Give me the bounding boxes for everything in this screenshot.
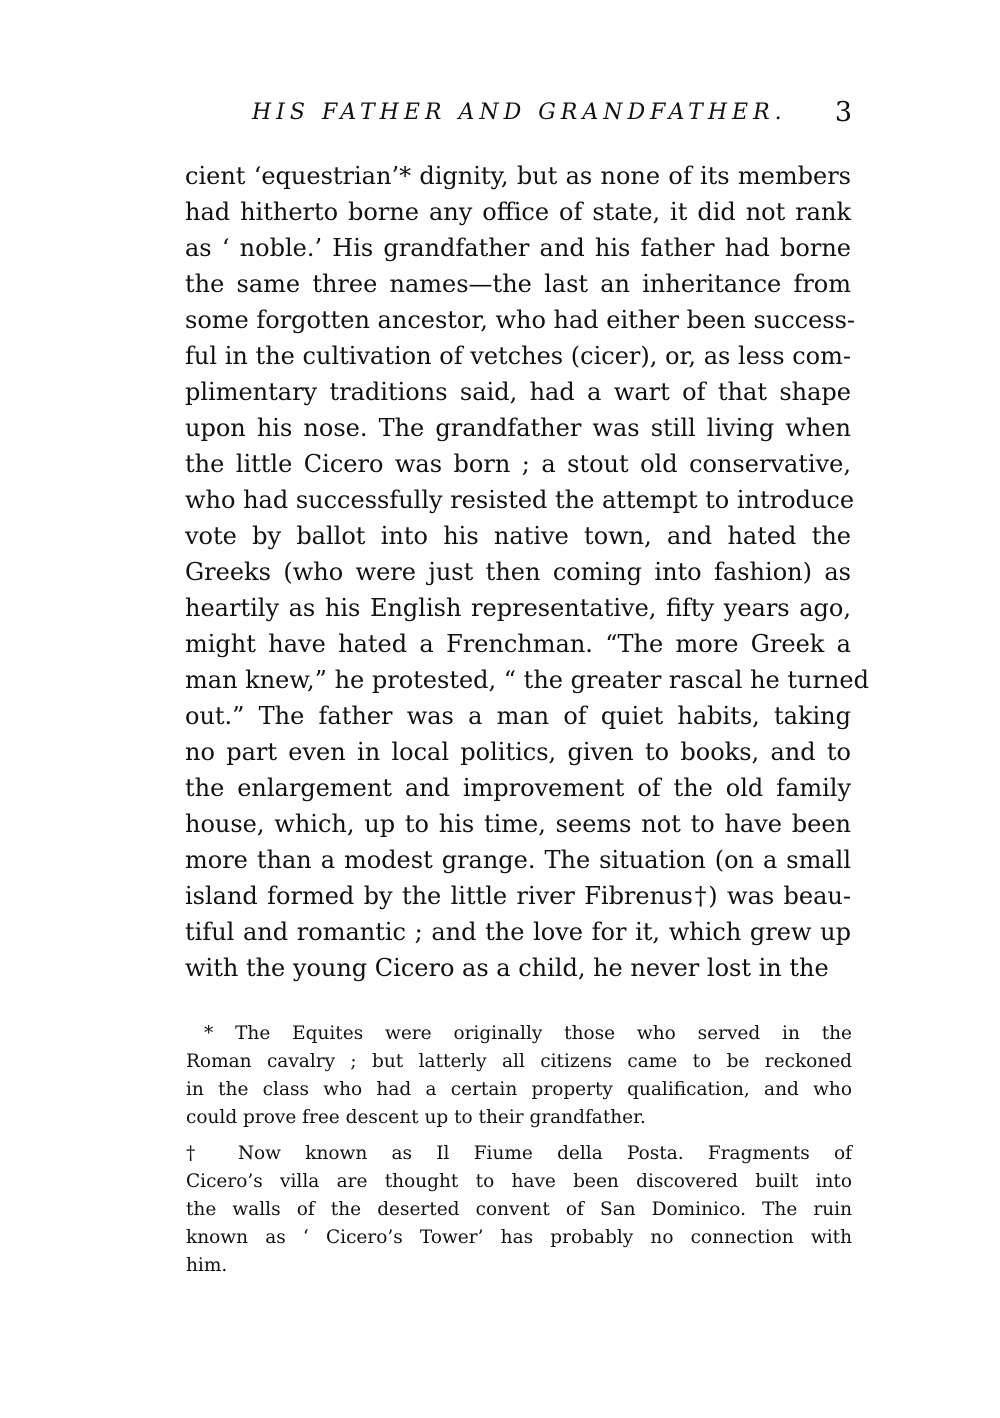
text-line: island formed by the little river Fibrenus†) was beau- [185,882,851,910]
page-number: 3 [834,97,852,128]
text-line: the enlargement and improvement of the old family [185,774,851,802]
text-line: upon his nose. The grandfather was still living when [185,414,851,442]
text-line: plimentary traditions said, had a wart of that shape [185,378,851,406]
text-line: more than a modest grange. The situation (on a small [185,846,851,874]
running-title: HIS FATHER AND GRANDFATHER. [252,100,787,125]
footnote-line: Cicero’s villa are thought to have been discovered built into [186,1171,852,1192]
footnote-equites [186,1020,852,1132]
footnote-line: † Now known as Il Fiume della Posta. Fragments of [186,1143,852,1164]
text-line: tiful and romantic ; and the love for it, which grew up [185,918,851,946]
text-line: had hitherto borne any office of state, it did not rank [185,198,851,226]
running-head [0,97,1000,134]
text-line: Greeks (who were just then coming into fashion) as [185,558,851,586]
text-line: out.” The father was a man of quiet habits, taking [185,702,851,730]
footnote-line: him. [186,1255,228,1276]
footnote-line: the walls of the deserted convent of San Dominico. The ruin [186,1199,852,1220]
footnotes [186,1020,852,1280]
footnote-spacer [186,1132,852,1140]
text-line: the same three names—the last an inheritance from [185,270,851,298]
body-text [185,158,869,986]
text-line: who had successfully resisted the attempt to introduce [185,486,855,514]
text-line: heartily as his English representative, fifty years ago, [185,594,851,622]
footnote-line: in the class who had a certain property qualification, and who [186,1079,852,1100]
text-line: cient ‘equestrian’* dignity, but as none of its members [185,162,851,190]
text-line: man knew,” he protested, “ the greater rascal he turned [185,666,869,694]
text-line: the little Cicero was born ; a stout old conservative, [185,450,851,478]
text-line: no part even in local politics, given to books, and to [185,738,851,766]
footnote-line: could prove free descent up to their grandfather. [186,1107,646,1128]
text-line: ful in the cultivation of vetches (cicer), or, as less com- [185,342,851,370]
text-line: some forgotten ancestor, who had either been success- [185,306,856,334]
text-line: might have hated a Frenchman. “The more Greek a [185,630,851,658]
footnote-line: * The Equites were originally those who served in the [204,1023,852,1044]
footnote-line: Roman cavalry ; but latterly all citizens came to be reckoned [186,1051,852,1072]
footnote-line: known as ‘ Cicero’s Tower’ has probably no connection with [186,1227,852,1248]
text-line: as ‘ noble.’ His grandfather and his father had borne [185,234,851,262]
footnote-fibrenus [186,1140,852,1280]
text-line: house, which, up to his time, seems not to have been [185,810,851,838]
text-line: vote by ballot into his native town, and hated the [185,522,851,550]
text-line: with the young Cicero as a child, he never lost in the [185,954,829,982]
